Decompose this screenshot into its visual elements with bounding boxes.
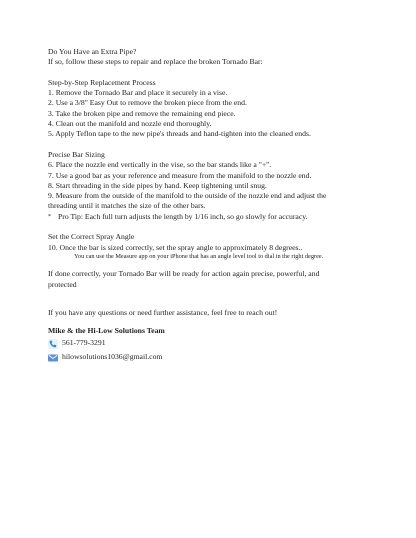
replacement-step-1: 1. Remove the Tornado Bar and place it securely in a vise.: [48, 88, 228, 98]
email-icon: [48, 353, 58, 363]
replacement-step-3: 3. Take the broken pipe and remove the remaining end piece.: [48, 108, 236, 118]
replacement-heading: Step-by-Step Replacement Process: [48, 77, 156, 87]
email-address[interactable]: hilowsolutions1036@gmail.com: [62, 352, 163, 362]
angle-step-10: 10. Once the bar is sized correctly, set the spray angle to approximately 8 degrees..: [48, 242, 303, 252]
sizing-step-7: 7. Use a good bar as your reference and measure from the manifold to the nozzle end.: [48, 170, 312, 180]
phone-icon: [48, 339, 58, 349]
intro-instruction: If so, follow these steps to repair and replace the broken Tornado Bar:: [48, 57, 263, 67]
email-line: [48, 351, 378, 365]
pro-tip: [48, 212, 378, 222]
questions-line: If you have any questions or need further assistance, feel free to reach out!: [48, 308, 278, 318]
replacement-step-4: 4. Clean out the manifold and nozzle end thoroughly.: [48, 119, 212, 129]
sizing-step-6: 6. Place the nozzle end vertically in the vise, so the bar stands like a "+".: [48, 160, 272, 170]
sizing-step-9: 9. Measure from the outside of the manifold to the outside of the nozzle end and adjust the: [48, 191, 327, 201]
pro-tip-text: Pro Tip: Each full turn adjusts the length by 1/16 inch, so go slowly for accuracy.: [58, 211, 308, 221]
replacement-step-5: 5. Apply Teflon tape to the new pipe's threads and hand-tighten into the cleaned ends.: [48, 129, 311, 139]
sizing-step-9-continued: threading until it matches the size of the other bars.: [48, 201, 206, 211]
angle-note: You can use the Measure app on your iPhone that has an angle level tool to dial in the right degree.: [74, 252, 324, 260]
document-body: [48, 47, 378, 365]
closing-line-2: protected: [48, 279, 77, 289]
sizing-step-8: 8. Start threading in the side pipes by hand. Keep tightening until snug.: [48, 180, 267, 190]
angle-heading: Set the Correct Spray Angle: [48, 232, 135, 242]
signature-name: Mike & the Hi-Low Solutions Team: [48, 326, 165, 336]
phone-number[interactable]: 561-779-3291: [62, 338, 106, 348]
phone-line: [48, 337, 378, 351]
replacement-step-2: 2. Use a 3/8" Easy Out to remove the broken piece from the end.: [48, 98, 247, 108]
intro-question: Do You Have an Extra Pipe?: [48, 47, 137, 56]
sizing-heading: Precise Bar Sizing: [48, 149, 105, 159]
closing-line-1: If done correctly, your Tornado Bar will be ready for action again precise, powerful, and: [48, 269, 320, 279]
bullet-icon: *: [48, 213, 51, 220]
